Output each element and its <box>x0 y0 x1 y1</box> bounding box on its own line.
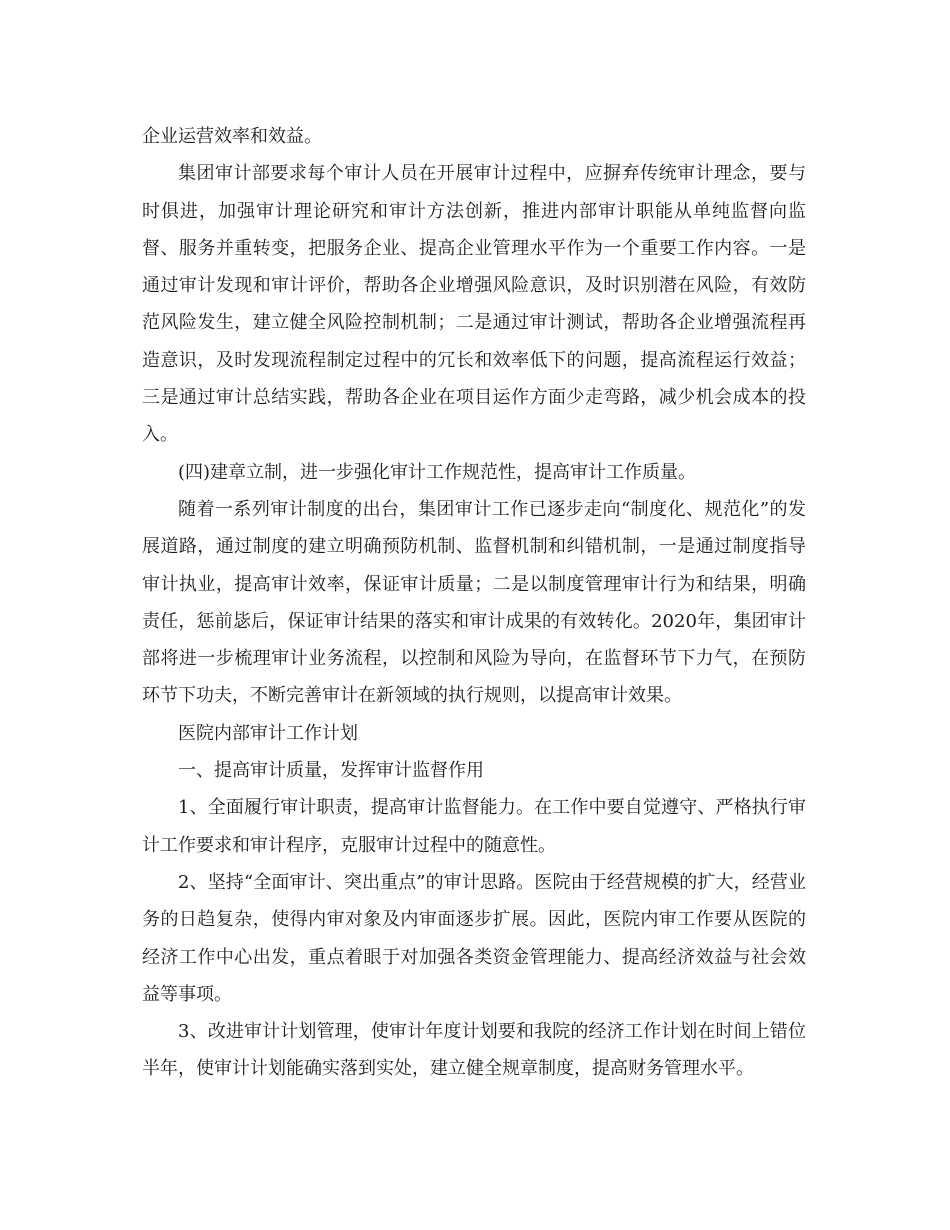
paragraph: 集团审计部要求每个审计人员在开展审计过程中，应摒弃传统审计理念，要与时俱进，加强审计理论研究和审计方法创新，推进内部审计职能从单纯监督向监督、服务并重转变，把服务企业、提高企业管理水平作为一个重要工作内容。一是通过审计发现和审计评价，帮助各企业增强风险意识，及时识别潜在风险，有效防范风险发生，建立健全风险控制机制；二是通过审计测试，帮助各企业增强流程再造意识，及时发现流程制定过程中的冗长和效率低下的问题，提高流程运行效益；三是通过审计总结实践，帮助各企业在项目运作方面少走弯路，减少机会成本的投入。 <box>142 163 806 446</box>
list-item: 1、全面履行审计职责，提高审计监督能力。在工作中要自觉遵守、严格执行审计工作要求和审计程序，克服审计过程中的随意性。 <box>142 797 806 856</box>
paragraph: 随着一系列审计制度的出台，集团审计工作已逐步走向“制度化、规范化”的发展道路，通过制度的建立明确预防机制、监督机制和纠错机制，一是通过制度指导审计执业，提高审计效率，保证审计质量；二是以制度管理审计行为和结果，明确责任，惩前毖后，保证审计结果的落实和审计成果的有效转化。2020年，集团审计部将进一步梳理审计业务流程，以控制和风险为导向，在监督环节下力气，在预防环节下功夫，不断完善审计在新领域的执行规则，以提高审计效果。 <box>142 498 806 707</box>
list-item: 2、坚持“全面审计、突出重点”的审计思路。医院由于经营规模的扩大，经营业务的日趋复杂，使得内审对象及内审面逐步扩展。因此，医院内审工作要从医院的经济工作中心出发，重点着眼于对加强各类资金管理能力、提高经济效益与社会效益等事项。 <box>142 871 806 1005</box>
section-heading: (四)建章立制，进一步强化审计工作规范性，提高审计工作质量。 <box>178 461 697 483</box>
paragraph: 企业运营效率和效益。 <box>142 126 322 147</box>
document-title: 医院内部审计工作计划 <box>178 722 358 744</box>
section-heading: 一、提高审计质量，发挥审计监督作用 <box>178 760 484 782</box>
document-body <box>142 118 806 1088</box>
list-item: 3、改进审计计划管理，使审计年度计划要和我院的经济工作计划在时间上错位半年，使审计计划能确实落到实处，建立健全规章制度，提高财务管理水平。 <box>142 1021 806 1080</box>
